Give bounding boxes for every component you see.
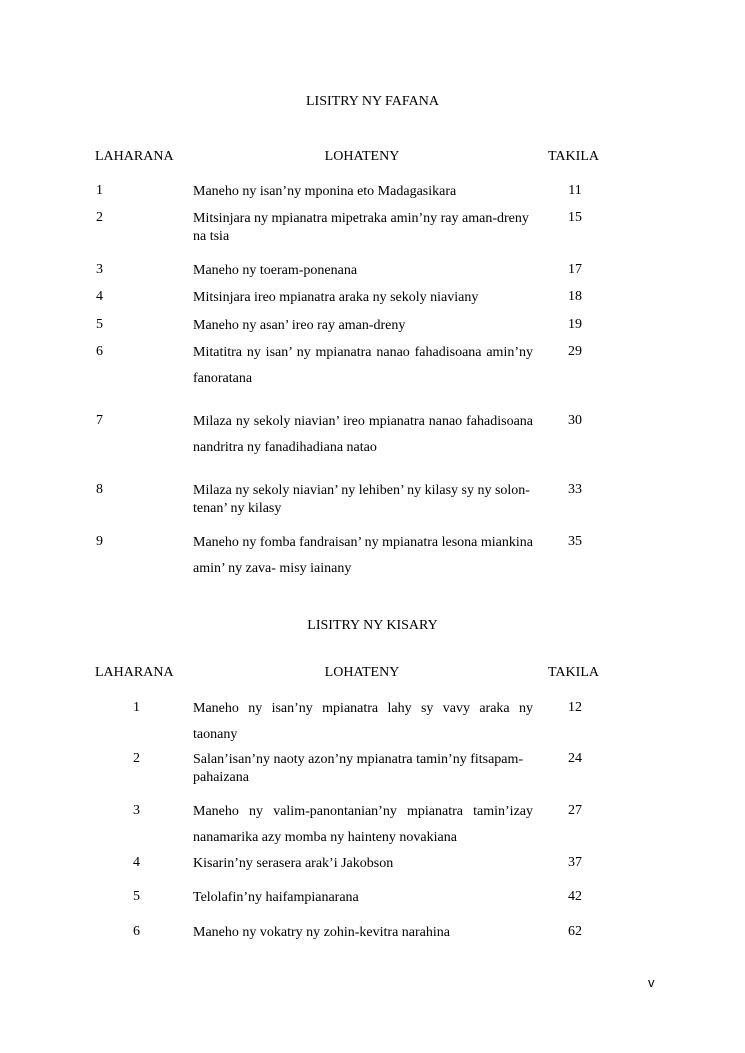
row-title: Kisarin’ny serasera arak’i Jakobson bbox=[193, 856, 394, 871]
tables-header-title: LOHATENY bbox=[324, 665, 400, 680]
row-number: 7 bbox=[96, 413, 103, 428]
row-title: Milaza ny sekoly niavian’ ny lehiben’ ny kilasy sy ny solon- tenan’ ny kilasy bbox=[193, 483, 530, 516]
row-title: Telolafin’ny haifampianarana bbox=[193, 890, 359, 905]
row-page: 37 bbox=[568, 855, 582, 870]
row-title: Mitsinjara ireo mpianatra araka ny sekoly niaviany bbox=[193, 290, 479, 305]
figures-header-page: TAKILA bbox=[548, 149, 599, 164]
row-page: 33 bbox=[568, 482, 582, 497]
row-title: Maneho ny valim-panontanian’ny mpianatra tamin’izay nanamarika azy momba ny hainteny novakiana bbox=[193, 804, 533, 845]
tables-list-title: LISITRY NY KISARY bbox=[307, 618, 438, 633]
row-page: 17 bbox=[568, 262, 582, 277]
row-page: 62 bbox=[568, 924, 582, 939]
figures-header-title: LOHATENY bbox=[324, 149, 400, 164]
figures-list-title: LISITRY NY FAFANA bbox=[305, 94, 439, 109]
row-page: 18 bbox=[568, 289, 582, 304]
row-page: 30 bbox=[568, 413, 582, 428]
row-number: 3 bbox=[133, 803, 140, 818]
row-title: Maneho ny asan’ ireo ray aman-dreny bbox=[193, 318, 406, 333]
tables-header-number: LAHARANA bbox=[95, 665, 174, 680]
row-number: 2 bbox=[133, 751, 140, 766]
row-page: 27 bbox=[568, 803, 582, 818]
row-number: 3 bbox=[96, 262, 103, 277]
figures-header-number: LAHARANA bbox=[95, 149, 174, 164]
row-number: 1 bbox=[96, 183, 103, 198]
row-number: 1 bbox=[133, 700, 140, 715]
tables-header-page: TAKILA bbox=[548, 665, 599, 680]
row-number: 6 bbox=[96, 344, 103, 359]
page-number: v bbox=[648, 975, 655, 990]
row-title: Salan’isan’ny naoty azon’ny mpianatra tamin’ny fitsapam-pahaizana bbox=[193, 752, 524, 785]
row-number: 5 bbox=[133, 889, 140, 904]
row-title: Milaza ny sekoly niavian’ ireo mpianatra nanao fahadisoana nandritra ny fanadihadiana natao bbox=[193, 414, 533, 455]
row-title: Maneho ny vokatry ny zohin-kevitra narahina bbox=[193, 925, 450, 940]
row-title: Mitatitra ny isan’ ny mpianatra nanao fahadisoana amin’ny fanoratana bbox=[193, 345, 533, 386]
row-page: 19 bbox=[568, 317, 582, 332]
row-number: 5 bbox=[96, 317, 103, 332]
row-title: Maneho ny isan’ny mpianatra lahy sy vavy araka ny taonany bbox=[193, 701, 533, 742]
row-page: 11 bbox=[568, 183, 582, 198]
row-number: 9 bbox=[96, 534, 103, 549]
row-title: Mitsinjara ny mpianatra mipetraka amin’ny ray aman-dreny na tsia bbox=[193, 211, 529, 244]
row-page: 12 bbox=[568, 700, 582, 715]
row-title: Maneho ny toeram-ponenana bbox=[193, 263, 358, 278]
row-page: 24 bbox=[568, 751, 582, 766]
row-number: 4 bbox=[133, 855, 140, 870]
row-number: 8 bbox=[96, 482, 103, 497]
row-title: Maneho ny fomba fandraisan’ ny mpianatra lesona miankina amin’ ny zava- misy iainany bbox=[193, 535, 533, 576]
row-page: 42 bbox=[568, 889, 582, 904]
row-number: 4 bbox=[96, 289, 103, 304]
row-number: 6 bbox=[133, 924, 140, 939]
row-title: Maneho ny isan’ny mponina eto Madagasikara bbox=[193, 184, 457, 199]
row-number: 2 bbox=[96, 210, 103, 225]
row-page: 29 bbox=[568, 344, 582, 359]
row-page: 15 bbox=[568, 210, 582, 225]
row-page: 35 bbox=[568, 534, 582, 549]
